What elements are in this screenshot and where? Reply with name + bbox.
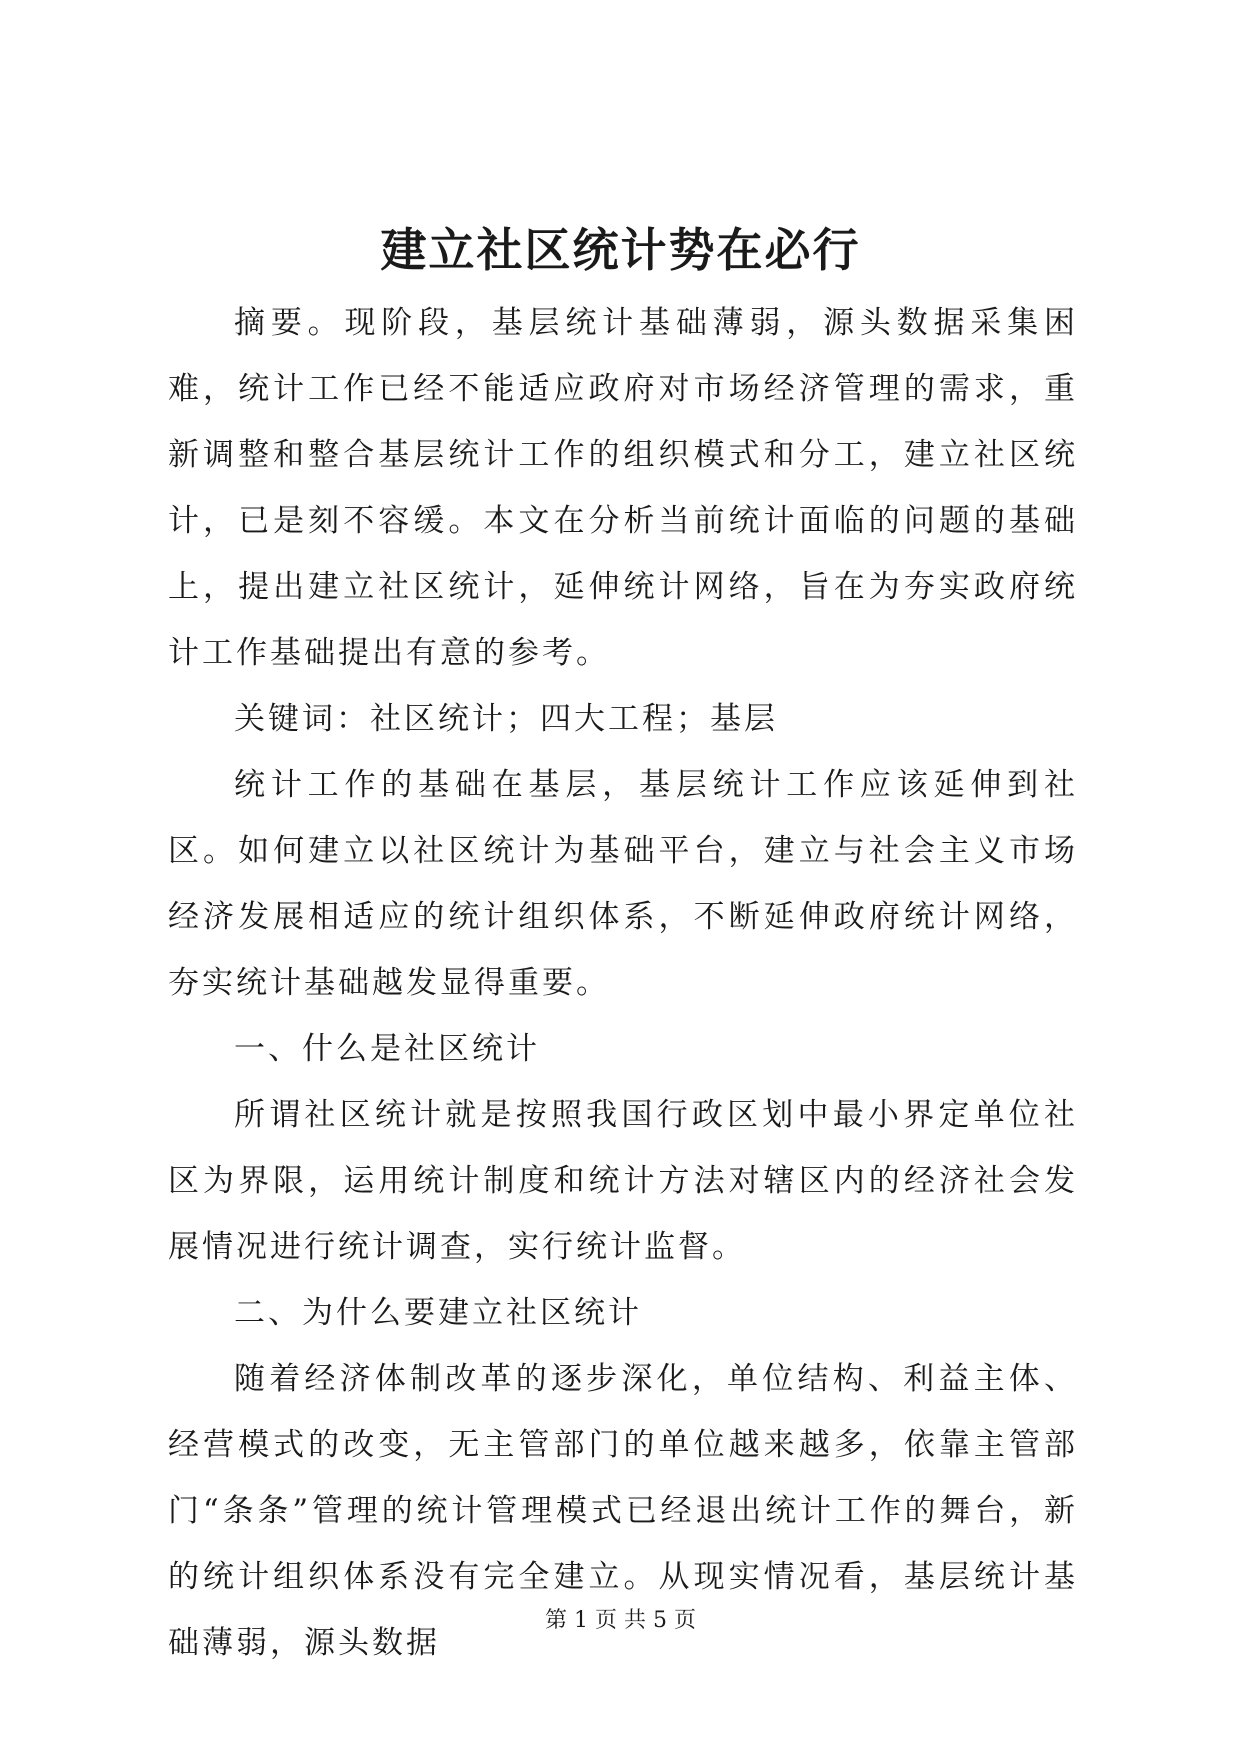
- page-number-footer: 第 1 页 共 5 页: [545, 1608, 696, 1633]
- keywords-paragraph: 关键词：社区统计；四大工程；基层: [234, 701, 778, 737]
- section-heading-2: 二、为什么要建立社区统计: [234, 1295, 642, 1331]
- document-title: 建立社区统计势在必行: [380, 223, 861, 277]
- document-body: [168, 290, 1078, 1676]
- intro-paragraph: 统计工作的基础在基层，基层统计工作应该延伸到社区。如何建立以社区统计为基础平台，建立与社会主义市场经济发展相适应的统计组织体系，不断延伸政府统计网络，夯实统计基础越发显得重要。: [168, 767, 1078, 1001]
- section-2-paragraph: 随着经济体制改革的逐步深化，单位结构、利益主体、经营模式的改变，无主管部门的单位越来越多，依靠主管部门“条条”管理的统计管理模式已经退出统计工作的舞台，新的统计组织体系没有完全建立。从现实情况看，基层统计基础薄弱，源头数据: [168, 1361, 1078, 1661]
- section-heading-1: 一、什么是社区统计: [234, 1031, 540, 1067]
- section-1-paragraph: 所谓社区统计就是按照我国行政区划中最小界定单位社区为界限，运用统计制度和统计方法对辖区内的经济社会发展情况进行统计调查，实行统计监督。: [168, 1097, 1078, 1265]
- abstract-paragraph: 摘要。现阶段，基层统计基础薄弱，源头数据采集困难，统计工作已经不能适应政府对市场经济管理的需求，重新调整和整合基层统计工作的组织模式和分工，建立社区统计，已是刻不容缓。本文在分析当前统计面临的问题的基础上，提出建立社区统计，延伸统计网络，旨在为夯实政府统计工作基础提出有意的参考。: [168, 305, 1078, 671]
